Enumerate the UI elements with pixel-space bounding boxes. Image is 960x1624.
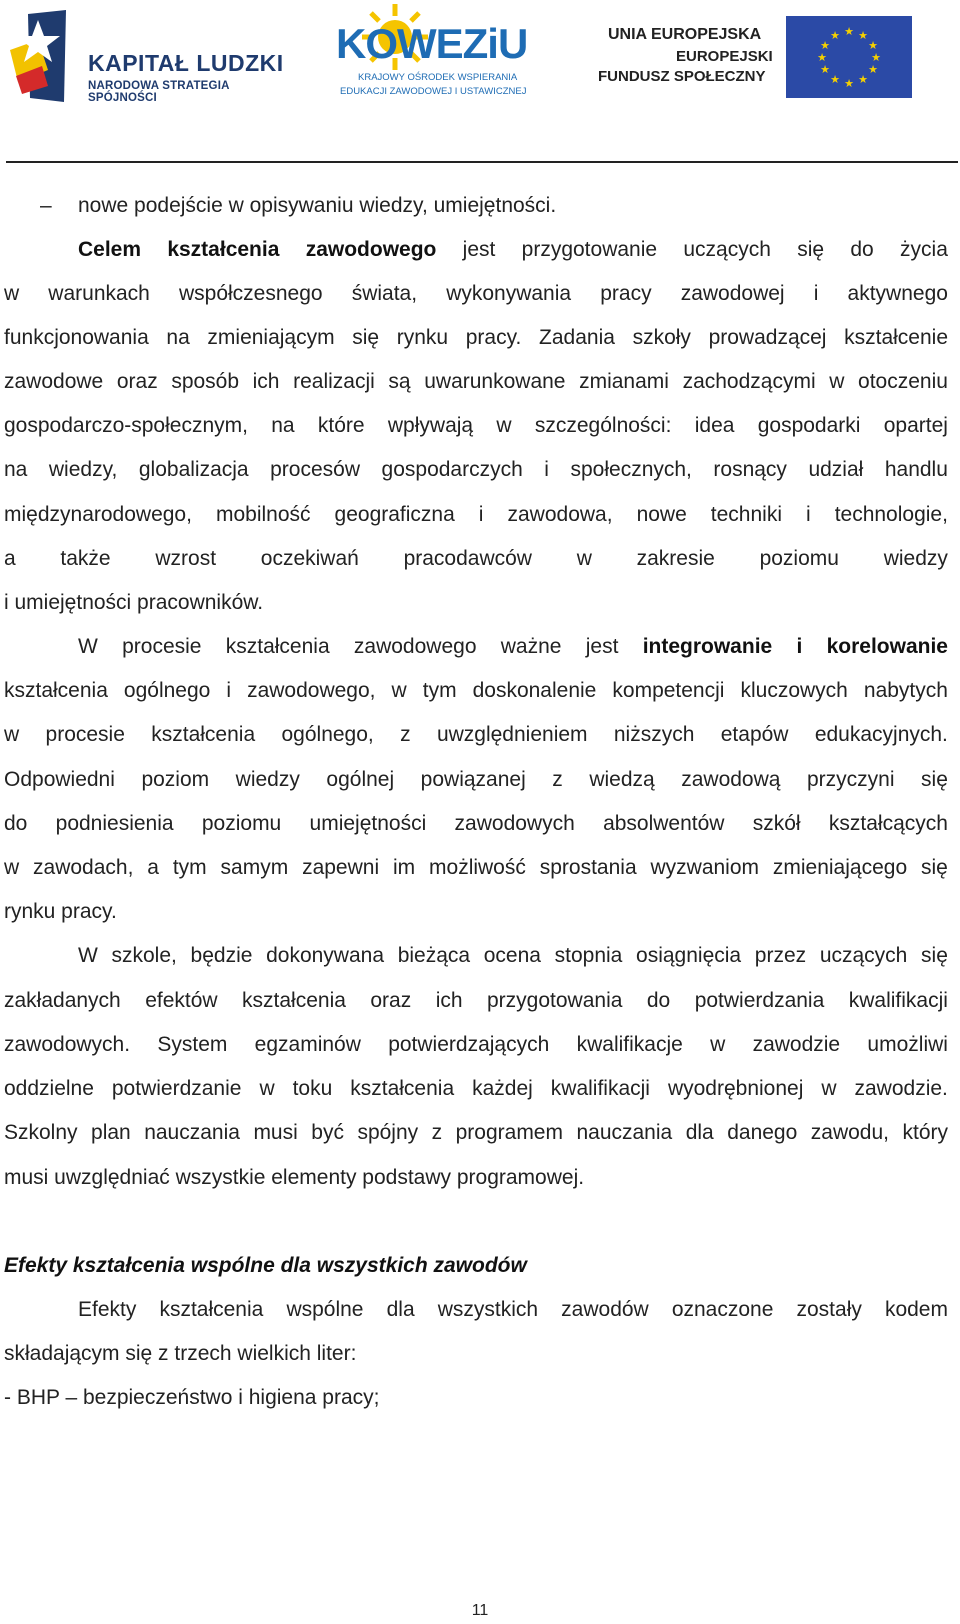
paragraph-line: funkcjonowania na zmieniającym się rynku pracy. Zadania szkoły prowadzącej kształcenie bbox=[4, 326, 948, 349]
svg-text:★: ★ bbox=[844, 77, 854, 90]
word: przygotowanie bbox=[521, 238, 658, 261]
eu-flag-icon bbox=[786, 16, 912, 98]
paragraph-line: W szkole, będzie dokonywana bieżąca ocena stopnia osiągnięcia przez uczących się bbox=[78, 944, 948, 967]
paragraph-line: zakładanych efektów kształcenia oraz ich przygotowania do potwierdzania kwalifikacji bbox=[4, 989, 948, 1012]
kapital-ludzki-emblem-icon bbox=[8, 10, 78, 106]
list-item: - BHP – bezpieczeństwo i higiena pracy; bbox=[4, 1386, 380, 1409]
paragraph-line: do podniesienia poziomu umiejętności zawodowych absolwentów szkół kształcących bbox=[4, 812, 948, 835]
word: uczących bbox=[683, 238, 771, 261]
paragraph-line: i umiejętności pracowników. bbox=[4, 591, 264, 614]
svg-text:★: ★ bbox=[858, 29, 868, 42]
word: jest bbox=[462, 238, 496, 261]
bold-word: korelowanie bbox=[826, 635, 948, 658]
eu-fund-logo bbox=[598, 16, 914, 100]
paragraph-line: rynku pracy. bbox=[4, 900, 117, 923]
page-number: 11 bbox=[471, 1602, 489, 1619]
paragraph-line: zawodowe oraz sposób ich realizacji są uwarunkowane zmianami zachodzącymi w otoczeniu bbox=[4, 370, 948, 393]
koweziu-logo bbox=[336, 2, 556, 110]
svg-text:★: ★ bbox=[830, 73, 840, 86]
paragraph-line: Odpowiedni poziom wiedzy ogólnej powiązanej z wiedzą zawodową przyczyni się bbox=[4, 768, 948, 791]
header-divider bbox=[6, 161, 958, 163]
kapital-ludzki-subtitle: NARODOWA STRATEGIA SPÓJNOŚCI bbox=[88, 80, 230, 104]
bold-word: integrowanie bbox=[642, 635, 773, 658]
bold-word: i bbox=[796, 635, 803, 658]
paragraph-line: oddzielne potwierdzanie w toku kształcenia każdej kwalifikacji wyodrębnionej w zawodzie. bbox=[4, 1077, 948, 1100]
koweziu-subtitle-2: EDUKACJI ZAWODOWEJ I USTAWICZNEJ bbox=[340, 86, 527, 97]
svg-text:★: ★ bbox=[820, 39, 830, 52]
paragraph-line: Szkolny plan nauczania musi być spójny z programem nauczania dla danego zawodu, który bbox=[4, 1121, 948, 1144]
paragraph-line: w zawodach, a tym samym zapewni im możliwość sprostania wyzwaniom zmieniającego się bbox=[4, 856, 948, 879]
paragraph-line: międzynarodowego, mobilność geograficzna i zawodowa, nowe techniki i technologie, bbox=[4, 503, 948, 526]
paragraph-line: gospodarczo-społecznym, na które wpływają w szczególności: idea gospodarki opartej bbox=[4, 414, 948, 437]
svg-text:★: ★ bbox=[817, 51, 827, 64]
paragraph-line: kształcenia ogólnego i zawodowego, w tym doskonalenie kompetencji kluczowych nabytych bbox=[4, 679, 948, 702]
koweziu-title: KOWEZiU bbox=[336, 20, 528, 67]
kapital-ludzki-title: KAPITAŁ LUDZKI bbox=[88, 50, 284, 76]
koweziu-subtitle-1: KRAJOWY OŚRODEK WSPIERANIA bbox=[358, 72, 518, 83]
bold-word: Celem bbox=[78, 238, 142, 261]
paragraph-line: a także wzrost oczekiwań pracodawców w zakresie poziomu wiedzy bbox=[4, 547, 948, 570]
svg-text:★: ★ bbox=[868, 63, 878, 76]
section-heading: Efekty kształcenia wspólne dla wszystkich zawodów bbox=[4, 1254, 527, 1277]
paragraph-line: w procesie kształcenia ogólnego, z uwzględnieniem niższych etapów edukacyjnych. bbox=[4, 723, 948, 746]
word: się bbox=[797, 238, 825, 261]
svg-text:★: ★ bbox=[858, 73, 868, 86]
paragraph-line: na wiedzy, globalizacja procesów gospodarczych i społecznych, rosnący udział handlu bbox=[4, 458, 948, 481]
paragraph-line: musi uwzględniać wszystkie elementy podstawy programowej. bbox=[4, 1166, 585, 1189]
eu-line-3: FUNDUSZ SPOŁECZNY bbox=[598, 68, 766, 85]
paragraph-line: składającym się z trzech wielkich liter: bbox=[4, 1342, 357, 1365]
paragraph-line: nowe podejście w opisywaniu wiedzy, umiejętności. bbox=[78, 194, 557, 217]
bold-word: kształcenia bbox=[167, 238, 280, 261]
word: życia bbox=[900, 238, 948, 261]
eu-line-2: EUROPEJSKI bbox=[676, 48, 773, 65]
svg-text:★: ★ bbox=[871, 51, 881, 64]
kapital-ludzki-logo bbox=[8, 10, 298, 106]
svg-text:★: ★ bbox=[830, 29, 840, 42]
paragraph-line bbox=[78, 238, 948, 262]
eu-line-1: UNIA EUROPEJSKA bbox=[608, 26, 762, 43]
paragraph-line: zawodowych. System egzaminów potwierdzających kwalifikacje w zawodzie umożliwi bbox=[4, 1033, 948, 1056]
paragraph-line: w warunkach współczesnego świata, wykonywania pracy zawodowej i aktywnego bbox=[4, 282, 948, 305]
word: do bbox=[850, 238, 874, 261]
bullet-dash: – bbox=[40, 194, 52, 217]
svg-text:★: ★ bbox=[868, 39, 878, 52]
paragraph-line: W procesie kształcenia zawodowego ważne jest integrowanie i korelowanie bbox=[78, 635, 948, 658]
svg-text:★: ★ bbox=[844, 25, 854, 38]
paragraph-line: Efekty kształcenia wspólne dla wszystkich zawodów oznaczone zostały kodem bbox=[78, 1298, 948, 1321]
svg-text:★: ★ bbox=[820, 63, 830, 76]
bold-word: zawodowego bbox=[305, 238, 437, 261]
